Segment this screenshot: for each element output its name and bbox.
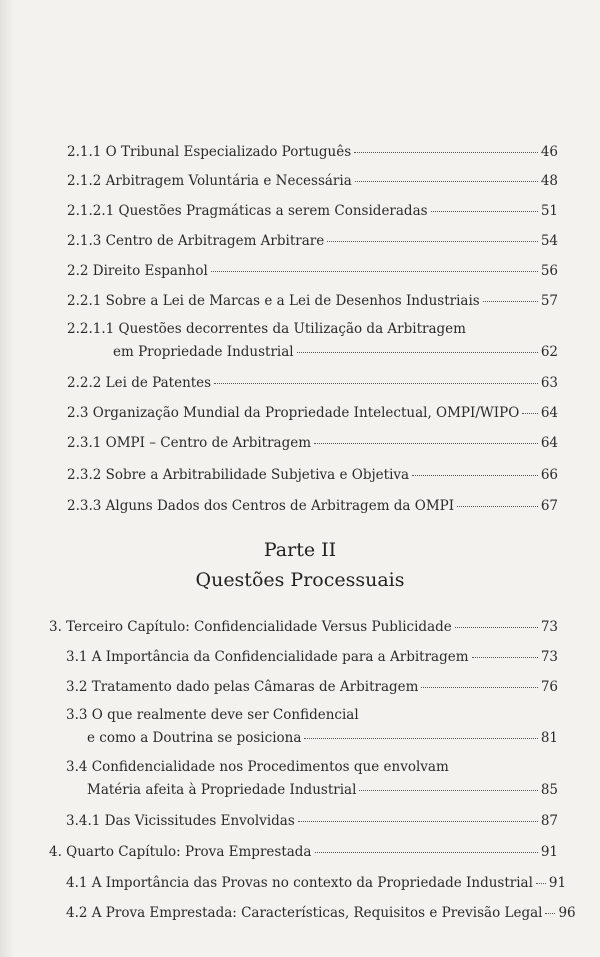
toc-entry — [66, 812, 558, 830]
toc-entry — [67, 292, 558, 310]
toc-entry-title: 4. Quarto Capítulo: Prova Emprestada — [49, 844, 312, 860]
toc-entry-title-continued: e como a Doutrina se posiciona — [87, 730, 302, 746]
toc-page-number: 62 — [540, 344, 558, 360]
toc-entry — [67, 466, 558, 484]
toc-page-number: 48 — [540, 173, 558, 189]
toc-page-number: 85 — [540, 782, 558, 798]
toc-entry — [87, 781, 558, 799]
dot-leader — [304, 738, 537, 739]
dot-leader — [354, 152, 538, 153]
dot-leader — [536, 883, 546, 884]
toc-entry-title: 2.2.1 Sobre a Lei de Marcas e a Lei de Desenhos Industriais — [67, 293, 480, 309]
dot-leader — [214, 383, 538, 384]
toc-entry — [67, 143, 558, 161]
toc-page-number: 76 — [540, 679, 558, 695]
toc-page-number: 56 — [540, 263, 558, 279]
toc-page-number: 64 — [540, 405, 558, 421]
toc-entry — [67, 172, 558, 190]
toc-entry — [87, 729, 558, 747]
dot-leader — [483, 301, 538, 302]
toc-entry-title: 2.2 Direito Espanhol — [67, 263, 208, 279]
dot-leader — [359, 790, 537, 791]
toc-entry-title: 3.4.1 Das Vicissitudes Envolvidas — [66, 813, 295, 829]
dot-leader — [327, 241, 538, 242]
toc-entry — [66, 678, 558, 696]
toc-entry — [67, 202, 558, 220]
dot-leader — [211, 271, 538, 272]
dot-leader — [314, 443, 538, 444]
dot-leader — [455, 627, 538, 628]
toc-entry-title: 2.2.1.1 Questões decorrentes da Utilização da Arbitragem — [67, 321, 466, 337]
dot-leader — [457, 506, 538, 507]
toc-page-number: 67 — [540, 498, 558, 514]
toc-entry — [113, 343, 558, 361]
toc-page-number: 54 — [540, 233, 558, 249]
toc-entry — [67, 404, 558, 422]
toc-page-number: 91 — [540, 844, 558, 860]
dot-leader — [522, 413, 538, 414]
toc-page-number: 51 — [540, 203, 558, 219]
dot-leader — [315, 852, 538, 853]
toc-entry — [66, 874, 567, 892]
toc-entry — [67, 434, 558, 452]
toc-page-number: 57 — [540, 293, 558, 309]
dot-leader — [297, 352, 538, 353]
toc-entry-title: 2.2.2 Lei de Patentes — [67, 375, 212, 391]
toc-page-number: 73 — [540, 619, 558, 635]
toc-page-number: 81 — [540, 730, 558, 746]
toc-page-number: 73 — [540, 649, 558, 665]
toc-page-number: 66 — [540, 467, 558, 483]
part-label: Parte II — [263, 539, 337, 561]
toc-entry-title-continued: em Propriedade Industrial — [113, 344, 294, 360]
dot-leader — [298, 821, 538, 822]
toc-entry-title: 2.1.2 Arbitragem Voluntária e Necessária — [67, 173, 352, 189]
dot-leader — [412, 475, 538, 476]
toc-entry-title: 2.1.2.1 Questões Pragmáticas a serem Consideradas — [67, 203, 428, 219]
toc-entry — [66, 904, 576, 922]
toc-entry — [66, 648, 558, 666]
toc-entry-title-continued: Matéria afeita à Propriedade Industrial — [87, 782, 357, 798]
toc-chapter-entry — [49, 618, 558, 636]
dot-leader — [431, 211, 538, 212]
toc-entry-title: 2.3.2 Sobre a Arbitrabilidade Subjetiva e Objetiva — [67, 467, 410, 483]
toc-page-number: 64 — [540, 435, 558, 451]
toc-entry — [67, 262, 558, 280]
dot-leader — [472, 657, 538, 658]
toc-page-number: 96 — [558, 905, 576, 921]
toc-page-number: 46 — [540, 144, 558, 160]
toc-entry-title: 3.3 O que realmente deve ser Confidencial — [66, 707, 359, 723]
toc-chapter-entry — [49, 843, 558, 861]
toc-entry — [67, 374, 558, 392]
dot-leader — [421, 687, 537, 688]
page-gutter-shadow — [0, 0, 14, 957]
toc-entry-title: 3.1 A Importância da Confidencialidade para a Arbitragem — [66, 649, 469, 665]
dot-leader — [545, 913, 555, 914]
toc-entry-title: 2.1.1 O Tribunal Especializado Português — [67, 144, 352, 160]
toc-page-number: 63 — [540, 375, 558, 391]
toc-entry-title: 3.2 Tratamento dado pelas Câmaras de Arbitragem — [66, 679, 419, 695]
toc-entry-title: 2.3.1 OMPI – Centro de Arbitragem — [67, 435, 312, 451]
toc-entry — [67, 232, 558, 250]
toc-entry-title: 4.1 A Importância das Provas no contexto da Propriedade Industrial — [66, 875, 533, 891]
toc-page-number: 87 — [540, 813, 558, 829]
toc-page-number: 91 — [548, 875, 567, 891]
toc-entry-title: 2.1.3 Centro de Arbitragem Arbitrare — [67, 233, 325, 249]
dot-leader — [355, 181, 538, 182]
toc-entry-title: 3.4 Confidencialidade nos Procedimentos que envolvam — [66, 759, 449, 775]
toc-entry-title: 4.2 A Prova Emprestada: Características, Requisitos e Previsão Legal — [66, 905, 543, 921]
toc-entry — [67, 497, 558, 515]
part-title: Questões Processuais — [195, 569, 405, 591]
toc-entry-title: 2.3.3 Alguns Dados dos Centros de Arbitragem da OMPI — [67, 498, 455, 514]
toc-entry-title: 3. Terceiro Capítulo: Confidencialidade Versus Publicidade — [49, 619, 452, 635]
toc-entry-title: 2.3 Organização Mundial da Propriedade Intelectual, OMPI/WIPO — [67, 405, 520, 421]
